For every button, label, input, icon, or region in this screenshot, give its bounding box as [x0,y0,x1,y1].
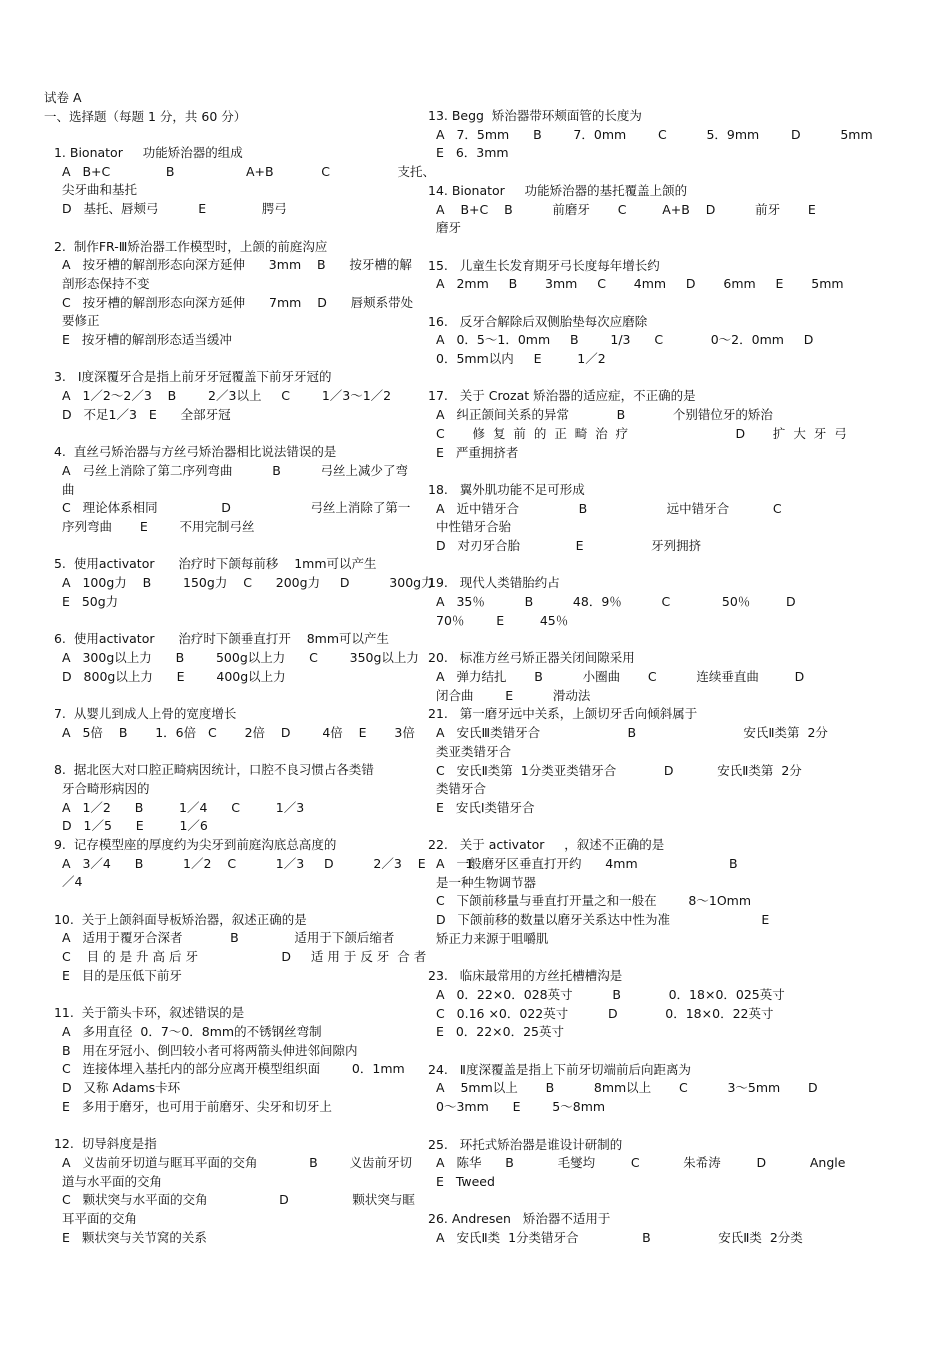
question-block [428,574,800,630]
question-block [428,1061,818,1117]
question-option-line: C 理论体系相同 D 弓丝上消除了第一 [62,500,411,516]
question-option-line: 曲 [62,481,75,497]
question-option-line: A 1／2～2／3 B 2／3以上 C 1／3～1／2 [62,388,392,404]
question-block [50,443,420,537]
question-block [50,555,434,611]
question-title: 13. Begg 矫治器带环颊面管的长度为 [428,108,642,123]
question-block [50,630,420,686]
question-title: 5. 使用activator 治疗时下颌每前移 1mm可以产生 [50,556,377,572]
question-title: 24. Ⅱ度深覆盖是指上下前牙切端前后向距离为 [428,1061,691,1077]
question-option-line: C 安氏Ⅱ类第 1分类亚类错牙合 D 安氏Ⅱ类第 2分 [436,762,802,778]
question-block [50,761,420,836]
question-option-line: A 按牙槽的解剖形态向深方延伸 3mm B 按牙槽的解 [62,257,412,273]
question-option-line: A 5倍 B 1．6倍 C 2倍 D 4倍 E 3倍 [62,724,415,740]
question-title: 15. 儿童生长发育期牙弓长度每年增长约 [428,257,660,273]
question-option-line: A 安氏Ⅱ类 1分类错牙合 B 安氏Ⅱ类 2分类 [436,1230,803,1245]
question-option-line: 0～3mm E 5～8mm [436,1099,606,1115]
question-title: 21. 第一磨牙远中关系，上颌切牙舌向倾斜属于 [428,706,698,722]
question-title: 25. 环托式矫治器是谁设计研制的 [428,1136,623,1152]
question-option-line: 序列弯曲 E 不用完制弓丝 [62,519,255,535]
question-option-line: E 6．3mm [436,145,509,161]
question-option-line: C 下颌前移量与垂直打开量之和一般在 8～1Omm [436,893,752,909]
question-block [428,967,800,1042]
question-option-line: A 近中错牙合 B 远中错牙合 C [436,500,782,516]
question-option-line: D 不足1／3 E 全部牙冠 [62,406,231,422]
question-option-line: D 下颌前移的数量以磨牙关系达中性为准 E [436,912,770,928]
question-block [428,313,814,369]
question-option-line: ／4 [62,874,83,890]
question-title: 17. 关于 Crozat 矫治器的适应症，不正确的是 [428,388,696,404]
question-title: 14. Bionator 功能矫治器的基托覆盖上颌的 [428,182,688,198]
question-title: 7. 从婴儿到成人上骨的宽度增长 [50,706,237,721]
question-block [50,911,427,986]
question-option-line: A 3／4 B 1／2 C 1／3 D 2／3 E 1 [62,855,474,871]
question-block [428,1210,803,1247]
question-option-line: 0．5mm以内 E 1／2 [436,351,606,367]
paper-title: 试卷 A [44,90,82,105]
question-option-line: A 陈华 B 毛燮均 C 朱希涛 D Angle [436,1155,846,1171]
section-title: 一、选择题（每题 1 分，共 60 分） [44,109,247,124]
question-title: 23. 临床最常用的方丝托槽槽沟是 [428,968,623,984]
question-option-line: E 严重拥挤者 [436,444,519,460]
question-title: 11. 关于箭头卡环，叙述错误的是 [50,1005,245,1021]
question-option-line: A 1／2 B 1／4 C 1／3 [62,799,305,815]
question-option-line: E 0．22×0．25英寸 [436,1024,565,1040]
question-option-line: A 5mm以上 B 8mm以上 C 3～5mm D [436,1080,818,1096]
question-option-line: C 修 复 前 的 正 畸 治 疗 D 扩 大 牙 弓 [436,425,847,441]
question-option-line: A B+C B 前磨牙 C A+B D 前牙 E [436,201,816,217]
question-option-line: D 800g以上力 E 400g以上力 [62,668,286,684]
question-title: 8. 据北医大对口腔正畸病因统计，口腔不良习惯占各类错 [50,762,374,778]
question-option-line: C 0.16 ×0．022英寸 D 0．18×0．22英寸 [436,1005,774,1021]
question-option-line: 磨牙 [436,220,462,236]
question-option-line: C 目 的 是 升 高 后 牙 D 适 用 于 反 牙 合 者 [62,949,427,965]
question-title: 1. Bionator 功能矫治器的组成 [50,145,243,160]
question-option-line: A 弹力结扎 B 小圈曲 C 连续垂直曲 D [436,668,805,684]
question-option-line: 要修正 [62,313,100,329]
question-title: 3. Ⅰ度深覆牙合是指上前牙牙冠覆盖下前牙牙冠的 [50,369,332,385]
question-option-line: A 适用于覆牙合深者 B 适用于下颌后缩者 [62,930,395,946]
question-block [428,1136,846,1192]
question-block [428,836,800,948]
question-title: 12. 切导斜度是指 [50,1136,157,1152]
question-option-line: B 用在牙冠小、倒凹较小者可将两箭头伸进邻间隙内 [62,1042,358,1058]
question-block [50,836,474,892]
question-option-line: C 连接体埋入基托内的部分应离开模型组织面 0．1mm [62,1061,405,1077]
question-option-line: A 35％ B 48．9％ C 50％ D [436,594,796,610]
question-option-line: A 义齿前牙切道与眶耳平面的交角 B 义齿前牙切 [62,1154,412,1170]
question-option-line: C 按牙槽的解剖形态向深方延伸 7mm D 唇颊系带处 [62,294,414,310]
question-option-line: 类亚类错牙合 [436,743,512,759]
question-title: 19. 现代人类错胎约占 [428,575,560,591]
question-option-line: 矫正力来源于咀嚼肌 [436,930,549,946]
question-title: 18. 翼外肌功能不足可形成 [428,481,585,497]
question-block [428,705,828,817]
question-option-line: A 300g以上力 B 500g以上力 C 350g以上力 [62,649,419,665]
question-option-line: E 按牙槽的解剖形态适当缓冲 [62,332,232,348]
question-option-line: A 弓丝上消除了第二序列弯曲 B 弓丝上减少了弯 [62,462,409,478]
question-block [428,387,847,462]
question-option-line: A 2mm B 3mm C 4mm D 6mm E 5mm [436,276,844,292]
question-block [50,1004,420,1116]
question-title: 9. 记存模型座的厚度约为尖牙到前庭沟底总高度的 [50,836,337,852]
question-option-line: D 1／5 E 1／6 [62,818,208,834]
question-block [428,182,816,238]
question-option-line: E 安氏Ⅰ类错牙合 [436,799,535,815]
question-option-line: A 7．5mm B 7．0mm C 5．9mm D 5mm [436,126,873,142]
question-option-line: A 纠正颌间关系的异常 B 个别错位牙的矫治 [436,407,773,423]
question-block [50,238,420,350]
question-title: 26. Andresen 矫治器不适用于 [428,1211,611,1227]
question-option-line: 中性错牙合骀 [436,519,512,535]
question-title: 2. 制作FR-Ⅲ矫治器工作模型时，上颌的前庭沟应 [50,238,328,254]
question-option-line: E 颗状突与关节窝的关系 [62,1229,207,1245]
question-block [50,705,420,742]
question-option-line: C 颗状突与水平面的交角 D 颗状突与眶 [62,1192,415,1208]
question-title: 6. 使用activator 治疗时下颌垂直打开 8mm可以产生 [50,631,390,647]
question-option-line: A 一般磨牙区垂直打开约 4mm B [436,856,738,871]
question-block [428,257,844,294]
question-option-line: 牙合畸形病因的 [62,780,150,796]
question-option-line: A 0．5～1．0mm B 1/3 C 0～2．0mm D [436,332,814,348]
question-option-line: 尖牙曲和基托 [62,182,138,198]
question-block [428,481,800,556]
question-option-line: D 基托、唇颊弓 E 腭弓 [62,201,287,217]
question-option-line: 耳平面的交角 [62,1210,138,1226]
exam-header [44,88,424,126]
question-title: 16. 反牙合解除后双侧胎垫每次应磨除 [428,313,648,329]
question-block [428,107,873,163]
question-option-line: E 50g力 [62,593,119,609]
question-block [50,144,436,219]
question-option-line: 类错牙合 [436,781,487,797]
question-title: 22. 关于 activator ，叙述不正确的是 [428,837,665,853]
question-option-line: A 多用直径 0．7～0．8mm的不锈钢丝弯制 [62,1023,322,1039]
question-option-line: A 安氏Ⅲ类错牙合 B 安氏Ⅱ类第 2分 [436,725,828,741]
question-option-line: 70％ E 45％ [436,612,569,628]
question-option-line: 剖形态保持不变 [62,275,150,291]
question-block [50,1135,420,1247]
question-option-line: A 100g力 B 150g力 C 200g力 D 300g力 [62,575,434,591]
question-block [50,368,420,424]
right-column [428,107,873,1266]
question-title: 10. 关于上颌斜面导板矫治器，叙述正确的是 [50,911,307,927]
question-title: 4. 直丝弓矫治器与方丝弓矫治器相比说法错误的是 [50,444,337,460]
question-option-line: 是一种生物调节器 [436,874,537,890]
question-option-line: E 目的是压低下前牙 [62,967,182,983]
question-title: 20. 标准方丝弓矫正器关闭间隙采用 [428,650,635,666]
question-option-line: D 对刃牙合胎 E 牙列拥挤 [436,538,702,554]
question-option-line: E 多用于磨牙，也可用于前磨牙、尖牙和切牙上 [62,1098,332,1114]
question-option-line: 闭合曲 E 滑动法 [436,687,591,703]
question-option-line: 道与水平面的交角 [62,1173,163,1189]
question-option-line: E Tweed [436,1173,495,1189]
question-option-line: D 又称 Adams卡环 [62,1080,181,1096]
question-option-line: A B+C B A+B C 支托、 [62,163,436,179]
question-option-line: A 0．22×0．028英寸 B 0．18×0．025英寸 [436,986,785,1002]
question-block [428,649,805,705]
